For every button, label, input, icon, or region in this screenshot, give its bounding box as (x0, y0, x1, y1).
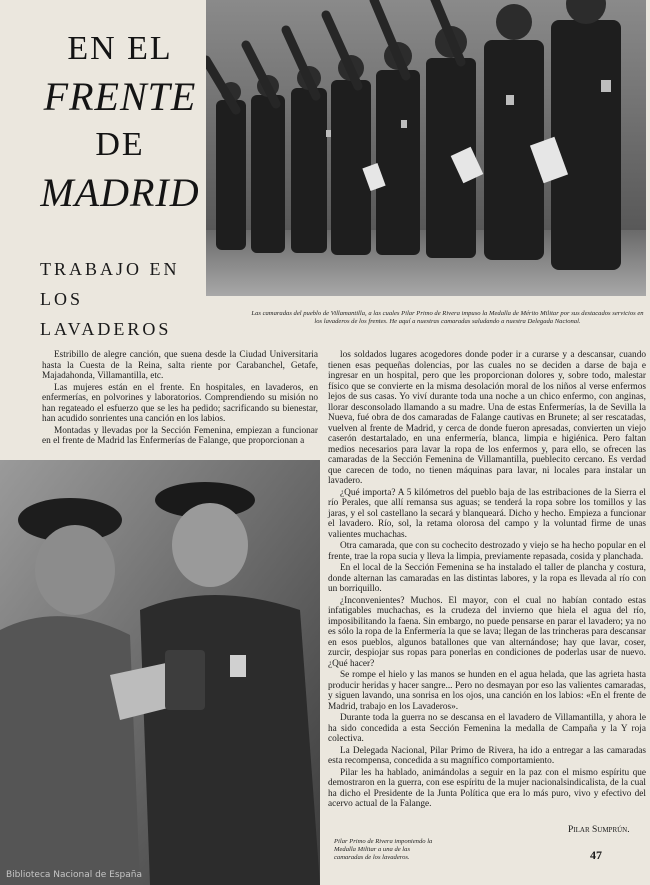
page-number: 47 (590, 848, 602, 862)
paragraph: los soldados lugares acogedores donde poder ir a curarse y a descansar, cuando tienen esas pequeñas dolencias, por las cuales no se deciden a darse de baja e ingresar en un hospital, pero que les proporcionan dolores y, sobre todo, malestar físico que se convierte en la misma desolación moral de los niños al verse enfermos lejos de sus casas. Yo viví durante toda una noche a un chico enfermo, con anginas, llorar desconsolado llamando a su madre. Una de estas Enfermerías, la de Sevilla la Nueva, fué obra de dos camaradas de Falange cautivas en Brunete; al ser rescatadas, vuelven al frente de Madrid, y cerca de donde fueron apresadas, convierten un viejo caserón destartalado, en una enfermería, blanca, limpia e higiénica. Pero faltan medios necesarios para lavar la ropa de los enfermos y, para ello, se ofrecen las camaradas de la Sección Femenina de Villamantilla, pueblecito cercano. Es verdad que carecen de todo, no tienen máquinas para lavar, ni locales para instalar un lavadero. (328, 350, 646, 486)
photo-top-caption: Las camaradas del pueblo de Villamantilla, a las cuales Pilar Primo de Rivera impuso la Medalla de Mérito Militar por sus destacados servicios en los lavaderos de los frentes. He aquí a nuestras camaradas saludando a nuestra Delegada Nacional. (251, 310, 644, 325)
paragraph: Otra camarada, que con su cochecito destrozado y viejo se ha hecho popular en el frente, trae la ropa sucia y lleva la limpia, previamente repasada, cosida y planchada. (328, 541, 646, 562)
article-column-right (328, 350, 646, 811)
article-title (30, 25, 210, 217)
title-line-4: MADRID (40, 170, 200, 215)
paragraph: Estribillo de alegre canción, que suena desde la Ciudad Universitaria hasta la Cuesta de la Reina, salta riente por Carabanchel, Getafe, Majadahonda, Villamantilla, etc. (42, 350, 318, 381)
paragraph: Las mujeres están en el frente. En hospitales, en lavaderos, en enfermerías, en polvorines y laboratorios. Comprendiendo su misión no han regateado el esfuerzo que se les ha pedido; sacrificando su bienestar, han acudido sonrientes una canción en los labios. (42, 382, 318, 424)
subtitle-line-1: TRABAJO EN (40, 259, 180, 279)
article-column-left (42, 350, 318, 448)
photo-saluting-women-image (206, 0, 646, 296)
paragraph: ¿Qué importa? A 5 kilómetros del pueblo baja de las estribaciones de la Sierra el río Perales, que allí remansa sus aguas; se tenderá la ropa sobre los tomillos y las jaras, y el sol castellano la secará y blanqueará. Dicho y hecho. Empieza a funcionar el lavadero. Río, sol, la retama olorosa del campo y la voluntad firme de unas valientes muchachas. (328, 487, 646, 540)
title-line-3: DE (95, 126, 145, 163)
subtitle-line-2: LOS LAVADEROS (40, 289, 172, 339)
paragraph: En el local de la Sección Femenina se ha instalado el taller de plancha y costura, donde alternan las camaradas en las distintas labores, y la ropa es llevada al río con un borriquillo. (328, 563, 646, 594)
paragraph: Durante toda la guerra no se descansa en el lavadero de Villamantilla, y ahora le ha sido concedida a esta Sección Femenina la medalla de Campaña y la Y roja colectiva. (328, 713, 646, 744)
article-subtitle (40, 254, 210, 344)
photo-medal-ceremony-image (0, 460, 320, 885)
title-line-2: FRENTE (43, 74, 197, 119)
paragraph: La Delegada Nacional, Pilar Primo de Rivera, ha ido a entregar a las camaradas esta recompensa, concedida a su magnífico comportamiento. (328, 745, 646, 766)
title-line-1: EN EL (67, 30, 173, 67)
photo-medal-ceremony (0, 460, 320, 885)
paragraph: Se rompe el hielo y las manos se hunden en el agua helada, que las agrieta hasta producir heridas y hacer sangre... Pero no desmayan por eso las valientes camaradas, y siguen lavando, una sonrisa en los ojos, una canción en los labios: «En el frente de Madrid, trabajo en los Lavaderos». (328, 670, 646, 712)
paragraph: ¿Inconvenientes? Muchos. El mayor, con el cual no habían contado estas infatigables muchachas, es la crudeza del invierno que hiela el agua del río, imposibilitando la faena. Sin embargo, no puede pensarse en parar el lavadero; ya no es sólo la ropa de la Enfermería la que se lava; llegan de las trincheras para descansar en esos pueblos, algunos batallones que van alternándose; hay que lavar, coser, zurcir, despiojar sus ropas para ponerlas en condiciones de poderlas usar de nuevo. ¿Qué hacer? (328, 595, 646, 669)
paragraph: Montadas y llevadas por la Sección Femenina, empiezan a funcionar en el frente de Madrid las Enfermerías de Falange, que proporcionan a (42, 425, 318, 446)
photo-saluting-women (206, 0, 646, 296)
photo-bottom-caption: Pilar Primo de Rivera imponiendo la Medalla Militar a una de las camaradas de los lavaderos. (334, 838, 433, 861)
author-signature: Pilar Sumprún. (568, 825, 630, 835)
paragraph: Pilar les ha hablado, animándolas a seguir en la paz con el mismo espíritu que demostraron en la guerra, con ese espíritu de la mujer nacionalsindicalista, de la cual ha dicho el Presidente de la Junta Política que era lo más puro, vivo y efectivo del acervo actual de la Falange. (328, 767, 646, 809)
library-watermark: Biblioteca Nacional de España (6, 870, 143, 880)
